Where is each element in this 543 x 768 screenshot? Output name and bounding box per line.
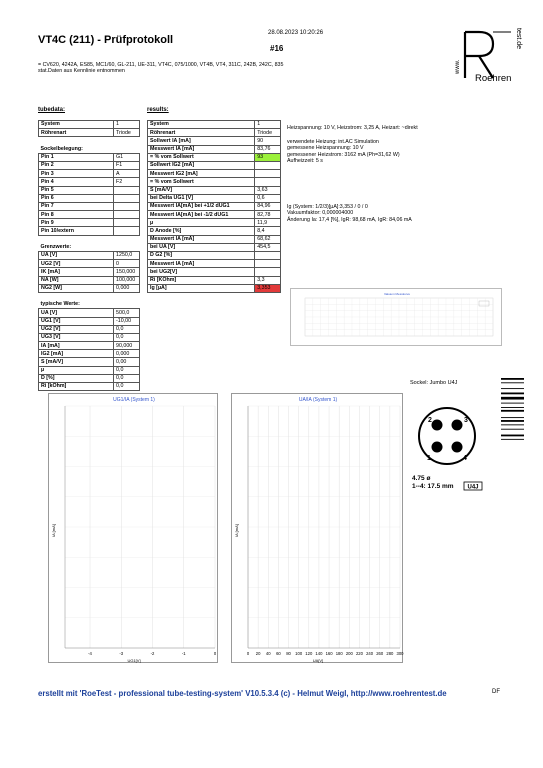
ug1-ia-chart-svg <box>49 394 219 664</box>
limit-row <box>39 268 140 276</box>
row-value: 93 <box>255 153 281 161</box>
row-value <box>114 211 140 219</box>
row-value: 3,353 <box>255 284 281 292</box>
x-tick-label: 0 <box>213 651 217 656</box>
barcode-bar <box>501 439 524 440</box>
row-label <box>39 235 114 243</box>
row-value: 0,0 <box>114 374 140 382</box>
datetime: 28.08.2023 10:20:26 <box>268 30 324 36</box>
typical-row <box>39 374 140 382</box>
y-axis-label: IA [mA] <box>51 524 56 537</box>
row-value <box>255 178 281 186</box>
row-value: 3,3 <box>255 276 281 284</box>
result-row <box>148 137 281 145</box>
pin-row <box>39 202 140 210</box>
row-label: S [mA/V] <box>148 186 255 194</box>
row-label: µ <box>148 219 255 227</box>
vacuum-grid <box>305 298 493 336</box>
row-value: 0,6 <box>255 194 281 202</box>
x-tick-label: 180 <box>335 651 343 656</box>
row-value: A <box>114 170 140 178</box>
result-row <box>148 170 281 178</box>
row-label: Pin 1 <box>39 153 114 161</box>
x-tick-label: -1 <box>181 651 186 656</box>
limits-heading-row <box>39 243 140 251</box>
vacuum-chart <box>290 288 502 346</box>
row-label: Messwert IG2 [mA] <box>148 170 255 178</box>
row-value: 3,63 <box>255 186 281 194</box>
spacer-row <box>39 292 140 300</box>
x-tick-label: 300 <box>396 651 404 656</box>
heating-detail-line: verwendete Heizung: int.AC Simulation <box>287 139 379 145</box>
barcode-bar <box>501 435 524 437</box>
row-label: Sockelbelegung: <box>40 145 83 152</box>
row-value: 1 <box>255 121 281 129</box>
row-label: Röhrenart <box>148 129 255 137</box>
typical-row <box>39 342 140 350</box>
row-value: 90 <box>255 137 281 145</box>
typical-row <box>39 309 140 317</box>
result-row <box>148 194 281 202</box>
row-value: 82,78 <box>255 211 281 219</box>
row-value <box>114 202 140 210</box>
row-value: 100,000 <box>114 276 140 284</box>
equivalents <box>38 62 398 75</box>
footer-suffix: DF <box>492 689 500 695</box>
logo-suffix: test.de <box>515 28 522 50</box>
row-label: Messwert IA [mA] <box>148 235 255 243</box>
row-value: -10,00 <box>114 317 140 325</box>
socket-code: U4J <box>467 484 479 491</box>
row-value <box>114 227 140 235</box>
row-label: Pin 7 <box>39 202 114 210</box>
row-label: UG3 [V] <box>39 333 114 341</box>
barcode-bar <box>501 403 524 404</box>
pin-row <box>39 153 140 161</box>
row-value <box>114 137 140 145</box>
row-value <box>114 235 140 243</box>
logo-www: www. <box>455 59 461 74</box>
heating-info: Heizspannung: 10 V, Heizstrom: 3,25 A, Heizart: ~direkt <box>287 125 418 131</box>
row-value: F1 <box>114 161 140 169</box>
pin-row <box>39 211 140 219</box>
pin-label-4: 4 <box>463 455 467 462</box>
result-row <box>148 202 281 210</box>
row-label: µ <box>39 366 114 374</box>
y-axis-label: IA [mA] <box>234 524 239 537</box>
data-source-note: stat.Daten aus Kennlinie entnommen <box>38 68 125 75</box>
row-label: Pin 2 <box>39 161 114 169</box>
row-value: F2 <box>114 178 140 186</box>
row-label: S [mA/V] <box>39 358 114 366</box>
socket-label: Sockel: Jumbo U4J <box>410 380 458 386</box>
row-value <box>255 268 281 276</box>
socket-dim-diameter: 4.75 ø <box>412 475 431 482</box>
row-label: UG1 [V] <box>39 317 114 325</box>
typical-row <box>39 333 140 341</box>
row-value: Triode <box>255 129 281 137</box>
result-row <box>148 211 281 219</box>
row-label: Messwert IA [mA] <box>148 145 255 153</box>
row-label: UG2 [V] <box>39 325 114 333</box>
barcode-bar <box>501 417 524 418</box>
row-label: UA [V] <box>39 309 114 317</box>
limit-row <box>39 260 140 268</box>
row-value: 1250,0 <box>114 252 140 260</box>
row-label: D Anode [%] <box>148 227 255 235</box>
heating-detail-line: gemessene Heizspannung: 10 V <box>287 145 364 152</box>
barcode-bar <box>501 429 524 430</box>
vacuum-legend-box <box>479 301 489 306</box>
chart-title: UA/IA (System 1) <box>298 397 338 403</box>
x-tick-label: 0 <box>246 651 250 656</box>
result-row <box>148 219 281 227</box>
x-axis-label: UA[V] <box>312 658 324 663</box>
table-row <box>39 129 140 137</box>
row-label: Messwert IA[mA] bei -1/2 dUG1 <box>148 211 255 219</box>
barcode-bar <box>501 410 524 412</box>
socket-pin-2 <box>432 420 443 431</box>
pin-row <box>39 227 140 235</box>
row-label: Messwert IA [mA] <box>148 260 255 268</box>
row-value <box>255 170 281 178</box>
x-tick-label: 260 <box>376 651 384 656</box>
heating-details <box>287 139 400 164</box>
row-label: Pin 4 <box>39 178 114 186</box>
x-tick-label: 140 <box>315 651 323 656</box>
row-value: 0,0 <box>114 383 140 391</box>
row-value: 83,76 <box>255 145 281 153</box>
pin-row <box>39 194 140 202</box>
x-tick-label: 240 <box>366 651 374 656</box>
x-tick-label: 100 <box>295 651 303 656</box>
result-row <box>148 235 281 243</box>
vacuum-chart-svg <box>291 289 503 347</box>
vacuum-info <box>287 204 412 223</box>
limit-row <box>39 252 140 260</box>
x-tick-label: 160 <box>325 651 333 656</box>
pin-label-1: 1 <box>427 455 431 462</box>
x-tick-label: 220 <box>355 651 363 656</box>
x-tick-label: -2 <box>150 651 155 656</box>
socket-pin-4 <box>452 442 463 453</box>
row-value: 0,000 <box>114 284 140 292</box>
row-label: Pin 9 <box>39 219 114 227</box>
row-value: 0 <box>114 260 140 268</box>
row-label <box>39 292 114 300</box>
result-row <box>148 129 281 137</box>
row-value <box>114 186 140 194</box>
x-tick-label: 20 <box>255 651 261 656</box>
row-value <box>255 252 281 260</box>
barcode <box>501 378 524 446</box>
row-label: Sollwert IG2 [mA] <box>148 161 255 169</box>
pin-row <box>39 219 140 227</box>
result-row <box>148 145 281 153</box>
row-label: Pin 8 <box>39 211 114 219</box>
typical-row <box>39 325 140 333</box>
row-value: 84,96 <box>255 202 281 210</box>
x-tick-label: 60 <box>276 651 281 656</box>
row-label: Pin 6 <box>39 194 114 202</box>
socket-diagram <box>410 398 490 498</box>
typical-heading-row <box>39 301 140 309</box>
row-label: D G2 [%] <box>148 252 255 260</box>
x-tick-label: -4 <box>88 651 92 656</box>
barcode-bar <box>501 388 524 389</box>
result-row <box>148 121 281 129</box>
row-value: 454,5 <box>255 243 281 251</box>
row-label: IA [mA] <box>39 342 114 350</box>
row-label: System <box>148 121 255 129</box>
chart-title: UG1/IA (System 1) <box>113 397 155 403</box>
typical-row <box>39 366 140 374</box>
barcode-bar <box>501 393 524 395</box>
row-value: G1 <box>114 153 140 161</box>
row-value <box>114 145 140 153</box>
pin-row <box>39 161 140 169</box>
row-value: 68,62 <box>255 235 281 243</box>
vacuum-chart-title: Vakuum Messkurve <box>383 292 411 296</box>
result-row <box>148 178 281 186</box>
row-label: Röhrenart <box>39 129 114 137</box>
spacer-row <box>39 137 140 145</box>
row-label: Sollwert IA [mA] <box>148 137 255 145</box>
row-label: = % vom Sollwert <box>148 153 255 161</box>
x-tick-label: 80 <box>286 651 291 656</box>
row-label: Ri [KOhm] <box>148 276 255 284</box>
row-label: Pin 3 <box>39 170 114 178</box>
row-value <box>255 161 281 169</box>
row-label <box>39 137 114 145</box>
row-value: 0,00 <box>114 358 140 366</box>
tubedata-heading: tubedata: <box>38 107 65 113</box>
socket-pin-3 <box>452 420 463 431</box>
barcode-bar <box>501 382 524 383</box>
results-table <box>147 120 281 293</box>
x-tick-label: -3 <box>119 651 124 656</box>
result-row <box>148 153 281 161</box>
row-value <box>114 292 140 300</box>
vacuum-detail-line: Änderung Ia: 17,4 [%], IgR: 98,68 mA, IgR: 84,06 mA <box>287 216 412 223</box>
row-value: 90,000 <box>114 342 140 350</box>
row-value <box>114 301 140 309</box>
result-row <box>148 268 281 276</box>
table-row <box>39 121 140 129</box>
x-tick-label: 200 <box>345 651 353 656</box>
row-value: 1 <box>114 121 140 129</box>
row-value: 500,0 <box>114 309 140 317</box>
ua-ia-chart-svg <box>232 394 404 664</box>
pin-label-3: 3 <box>464 417 468 424</box>
barcode-bar <box>501 407 524 408</box>
row-value: 150,000 <box>114 268 140 276</box>
barcode-bar <box>501 378 524 380</box>
vacuum-detail-line: Vakuumfaktor: 0,000004000 <box>287 210 354 217</box>
results-heading: results: <box>147 107 169 113</box>
row-label: bei UA [V] <box>148 243 255 251</box>
row-label: D [%] <box>39 374 114 382</box>
pin-row <box>39 170 140 178</box>
row-value: 0,0 <box>114 333 140 341</box>
result-row <box>148 227 281 235</box>
result-row <box>148 243 281 251</box>
limit-row <box>39 284 140 292</box>
x-tick-label: 40 <box>265 651 271 656</box>
protocol-number: #16 <box>270 44 284 53</box>
row-value: 11,9 <box>255 219 281 227</box>
row-label: Grenzwerte: <box>40 244 72 251</box>
result-row <box>148 284 281 292</box>
pin-label-2: 2 <box>428 417 432 424</box>
result-row <box>148 252 281 260</box>
row-value: Triode <box>114 129 140 137</box>
row-value <box>114 243 140 251</box>
row-label: NA [W] <box>39 276 114 284</box>
heating-detail-line: gemessener Heizstrom: 3162 mA (Ph=31,62 W) <box>287 151 400 158</box>
row-value <box>114 194 140 202</box>
row-label: Ig [µA] <box>148 284 255 292</box>
result-row <box>148 276 281 284</box>
row-label: bei Delta UG1 [V] <box>148 194 255 202</box>
row-label: Ri [kOhm] <box>39 383 114 391</box>
result-row <box>148 186 281 194</box>
row-value <box>255 260 281 268</box>
footer-credit: erstellt mit 'RoeTest - professional tube-testing-system' V10.5.3.4 (c) - Helmut Weigl, http://www.roehrentest.de <box>38 689 447 698</box>
typical-row <box>39 350 140 358</box>
barcode-bar <box>501 424 524 425</box>
typical-row <box>39 383 140 391</box>
row-label: IG2 [mA] <box>39 350 114 358</box>
row-value: 0,0 <box>114 325 140 333</box>
x-axis-label: UG1[V] <box>127 658 141 663</box>
equivalents-list: = CV620, 4242A, ES85, MC1/60, GL-211, UE-311, VT4C, 075/1000, VT4B, VT4, 311C, 242B, 242C, 835 <box>38 62 284 68</box>
row-value <box>114 219 140 227</box>
barcode-bar <box>501 420 524 422</box>
pins-heading-row <box>39 145 140 153</box>
barcode-bar <box>501 397 524 400</box>
row-value: 8,4 <box>255 227 281 235</box>
page-title: VT4C (211) - Prüfprotokoll <box>38 34 174 46</box>
row-label: NG2 [W] <box>39 284 114 292</box>
row-label: bei UG2[V] <box>148 268 255 276</box>
vacuum-detail-line: Ig (System: 1/2/3)[µA]:3,353 / 0 / 0 <box>287 204 368 210</box>
spacer-row <box>39 235 140 243</box>
heating-detail-line: Aufheizzeit: 5 s <box>287 157 323 164</box>
logo-brand: Roehren <box>475 73 512 84</box>
row-label: System <box>39 121 114 129</box>
x-tick-label: 120 <box>305 651 313 656</box>
typical-row <box>39 358 140 366</box>
row-label: UG2 [V] <box>39 260 114 268</box>
row-value: 0,0 <box>114 366 140 374</box>
socket-pin-1 <box>432 442 443 453</box>
row-label: UA [V] <box>39 252 114 260</box>
result-row <box>148 260 281 268</box>
roehrentest-logo <box>453 26 521 84</box>
ug1-ia-chart <box>48 393 218 663</box>
result-row <box>148 161 281 169</box>
x-tick-label: 280 <box>386 651 394 656</box>
tubedata-table <box>38 120 140 391</box>
row-label: IK [mA] <box>39 268 114 276</box>
row-label: = % vom Sollwert <box>148 178 255 186</box>
row-label: Pin 10/extern <box>39 227 114 235</box>
limit-row <box>39 276 140 284</box>
socket-dim-spacing: 1--4: 17.5 mm <box>412 483 454 490</box>
pin-row <box>39 178 140 186</box>
row-label: typische Werte: <box>40 301 80 308</box>
pin-row <box>39 186 140 194</box>
row-value: 0,000 <box>114 350 140 358</box>
typical-row <box>39 317 140 325</box>
row-label: Pin 5 <box>39 186 114 194</box>
ua-ia-chart <box>231 393 403 663</box>
row-label: Messwert IA[mA] bei +1/2 dUG1 <box>148 202 255 210</box>
